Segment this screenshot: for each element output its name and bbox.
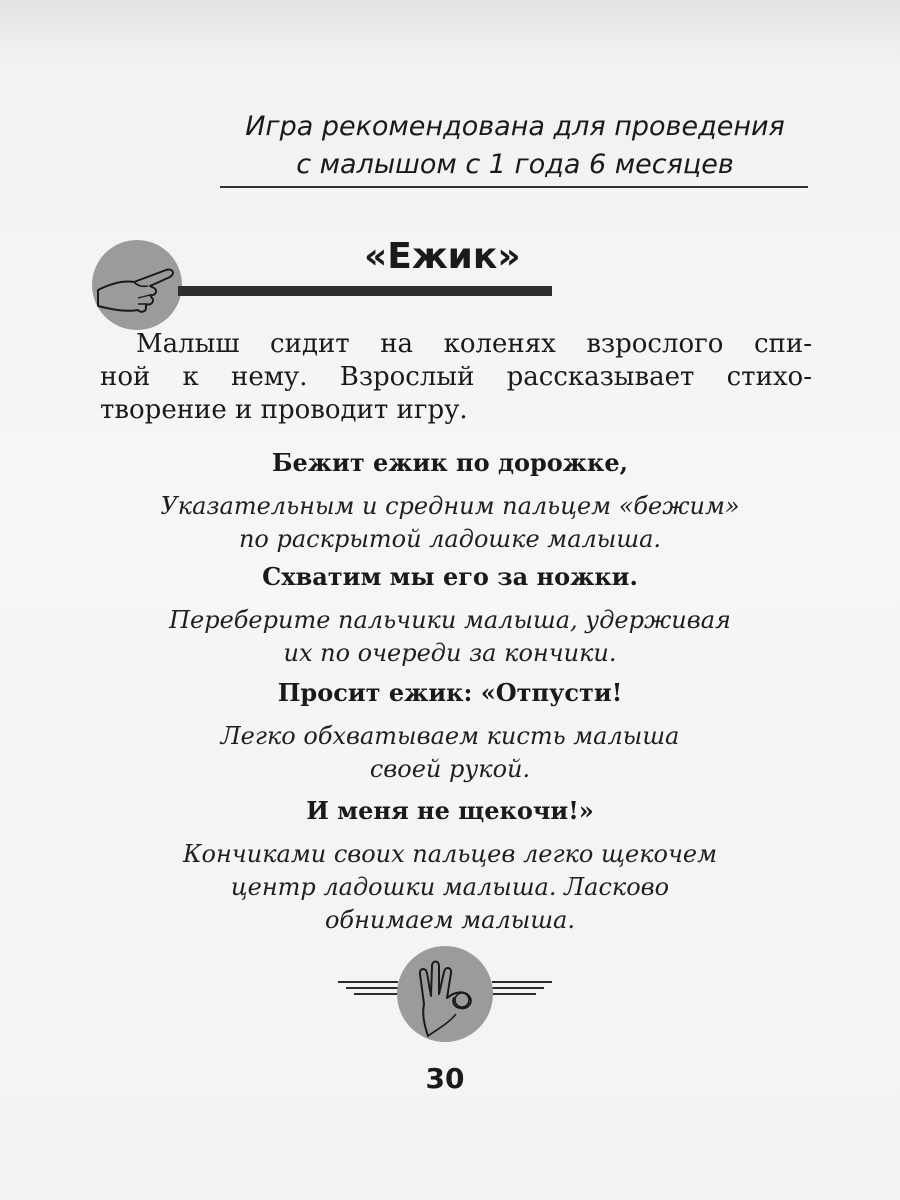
note-line: их по очереди за кончики. bbox=[283, 639, 617, 667]
instruction-note bbox=[80, 720, 820, 786]
intro-divider bbox=[220, 186, 808, 188]
note-line: своей рукой. bbox=[369, 755, 531, 783]
note-line: Легко обхватываем кисть малыша bbox=[220, 722, 680, 750]
verse-line: Схватим мы его за ножки. bbox=[262, 562, 638, 591]
note-line: центр ладошки малыша. Ласково bbox=[230, 873, 670, 901]
intro-text bbox=[220, 108, 810, 184]
title-underline bbox=[178, 286, 552, 296]
verse-line: Просит ежик: «Отпусти! bbox=[277, 678, 623, 707]
verse-line: Бежит ежик по дорожке, bbox=[272, 448, 628, 477]
instruction-note bbox=[80, 838, 820, 937]
note-line: по раскрытой ладошке малыша. bbox=[238, 525, 662, 553]
note-line: Указательным и средним пальцем «бежим» bbox=[160, 492, 740, 520]
description-line: Малыш сидит на коленях взрослого спи- bbox=[136, 329, 812, 359]
intro-line: Игра рекомендована для проведения bbox=[245, 111, 785, 142]
note-line: обнимаем малыша. bbox=[324, 906, 575, 934]
description-line: ной к нему. Взрослый рассказывает стихо- bbox=[100, 362, 812, 392]
intro-line: с малышом с 1 года 6 месяцев bbox=[296, 149, 734, 180]
ok-hand-icon bbox=[397, 946, 493, 1042]
note-line: Кончиками своих пальцев легко щекочем bbox=[182, 840, 718, 868]
instruction-note bbox=[80, 604, 820, 670]
pointing-hand-icon bbox=[92, 240, 182, 330]
note-line: Переберите пальчики малыша, удерживая bbox=[169, 606, 731, 634]
page-shadow bbox=[0, 0, 900, 60]
instruction-note bbox=[80, 490, 820, 556]
description-line: творение и проводит игру. bbox=[100, 395, 468, 425]
page-title: «Ежик» bbox=[364, 236, 521, 277]
footer-ornament bbox=[336, 944, 556, 1044]
description-paragraph bbox=[100, 328, 812, 427]
page-number: 30 bbox=[425, 1062, 465, 1095]
verse-line: И меня не щекочи!» bbox=[306, 796, 594, 825]
